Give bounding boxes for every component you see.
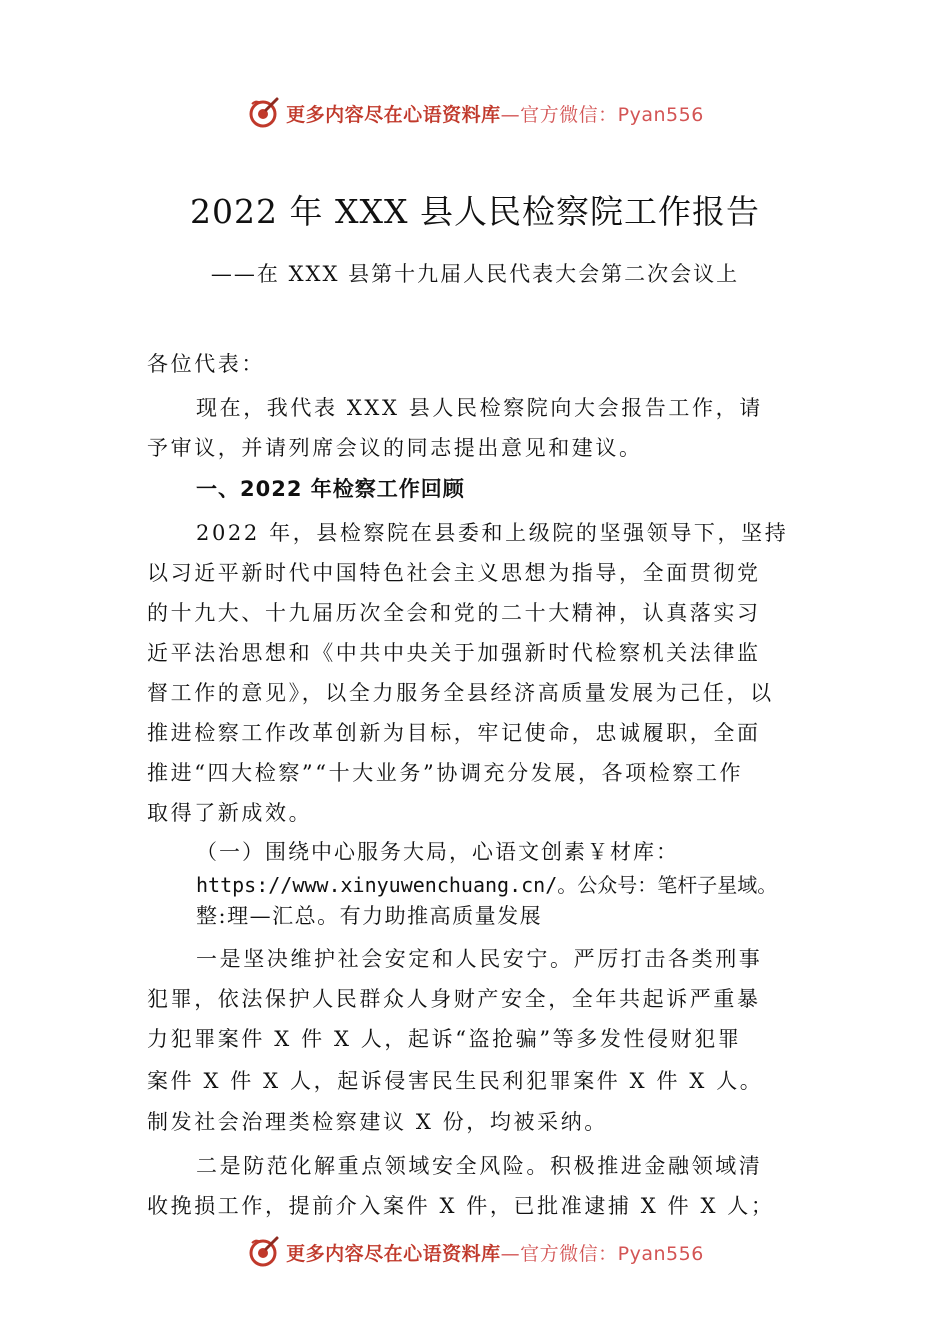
ink-logo-icon [246,96,280,130]
url-line: https://www.xinyuwenchuang.cn/。公众号：笔杆子星域。 [196,873,778,897]
paragraph-line: 近平法治思想和《中共中央关于加强新时代检察机关法律监 [147,641,761,665]
subsection-heading-cont: 整:理—汇总。有力助推高质量发展 [196,904,543,928]
paragraph-line: 力犯罪案件 X 件 X 人，起诉“盗抢骗”等多发性侵财犯罪 [147,1027,742,1051]
section-heading: 一、2022 年检察工作回顾 [196,477,465,501]
paragraph-line: 督工作的意见》，以全力服务全县经济高质量发展为己任，以 [147,681,774,705]
watermark-contact-text: —官方微信：Pyan556 [500,103,704,126]
paragraph-line: 制发社会治理类检察建议 X 份，均被采纳。 [147,1110,608,1134]
paragraph-line: 收挽损工作，提前介入案件 X 件，已批准逮捕 X 件 X 人； [147,1194,775,1218]
paragraph-line: 的十九大、十九届历次全会和党的二十大精神，认真落实习 [147,601,761,625]
ink-logo-icon [246,1235,280,1269]
watermark-main-text: 更多内容尽在心语资料库 [286,103,501,126]
paragraph-line: 2022 年，县检察院在县委和上级院的坚强领导下，坚持 [196,521,789,545]
paragraph-line: 二是防范化解重点领域安全风险。积极推进金融领域清 [196,1154,763,1178]
page-title: 2022 年 XXX 县人民检察院工作报告 [190,192,760,231]
watermark-footer [0,1232,950,1272]
paragraph-line: 犯罪，依法保护人民群众人身财产安全，全年共起诉严重暴 [147,987,761,1011]
subsection-heading: （一）围绕中心服务大局，心语文创素￥材库： [196,840,679,864]
paragraph-line: 推进“四大检察”“十大业务”协调充分发展，各项检察工作 [147,761,744,785]
paragraph-line: 予审议，并请列席会议的同志提出意见和建议。 [147,436,643,460]
watermark-main-text: 更多内容尽在心语资料库 [286,1242,501,1265]
paragraph-line: 以习近平新时代中国特色社会主义思想为指导，全面贯彻党 [147,561,761,585]
paragraph-line: 一是坚决维护社会安定和人民安宁。严厉打击各类刑事 [196,947,763,971]
watermark-contact-text: —官方微信：Pyan556 [500,1242,704,1265]
paragraph-line: 现在，我代表 XXX 县人民检察院向大会报告工作，请 [196,396,763,420]
paragraph-line: 案件 X 件 X 人，起诉侵害民生民利犯罪案件 X 件 X 人。 [147,1069,764,1093]
page-subtitle: ——在 XXX 县第十九届人民代表大会第二次会议上 [210,262,740,286]
paragraph-line: 推进检察工作改革创新为目标，牢记使命，忠诚履职，全面 [147,721,761,745]
watermark-header [0,93,950,133]
salutation: 各位代表： [147,352,265,376]
paragraph-line: 取得了新成效。 [147,801,313,825]
